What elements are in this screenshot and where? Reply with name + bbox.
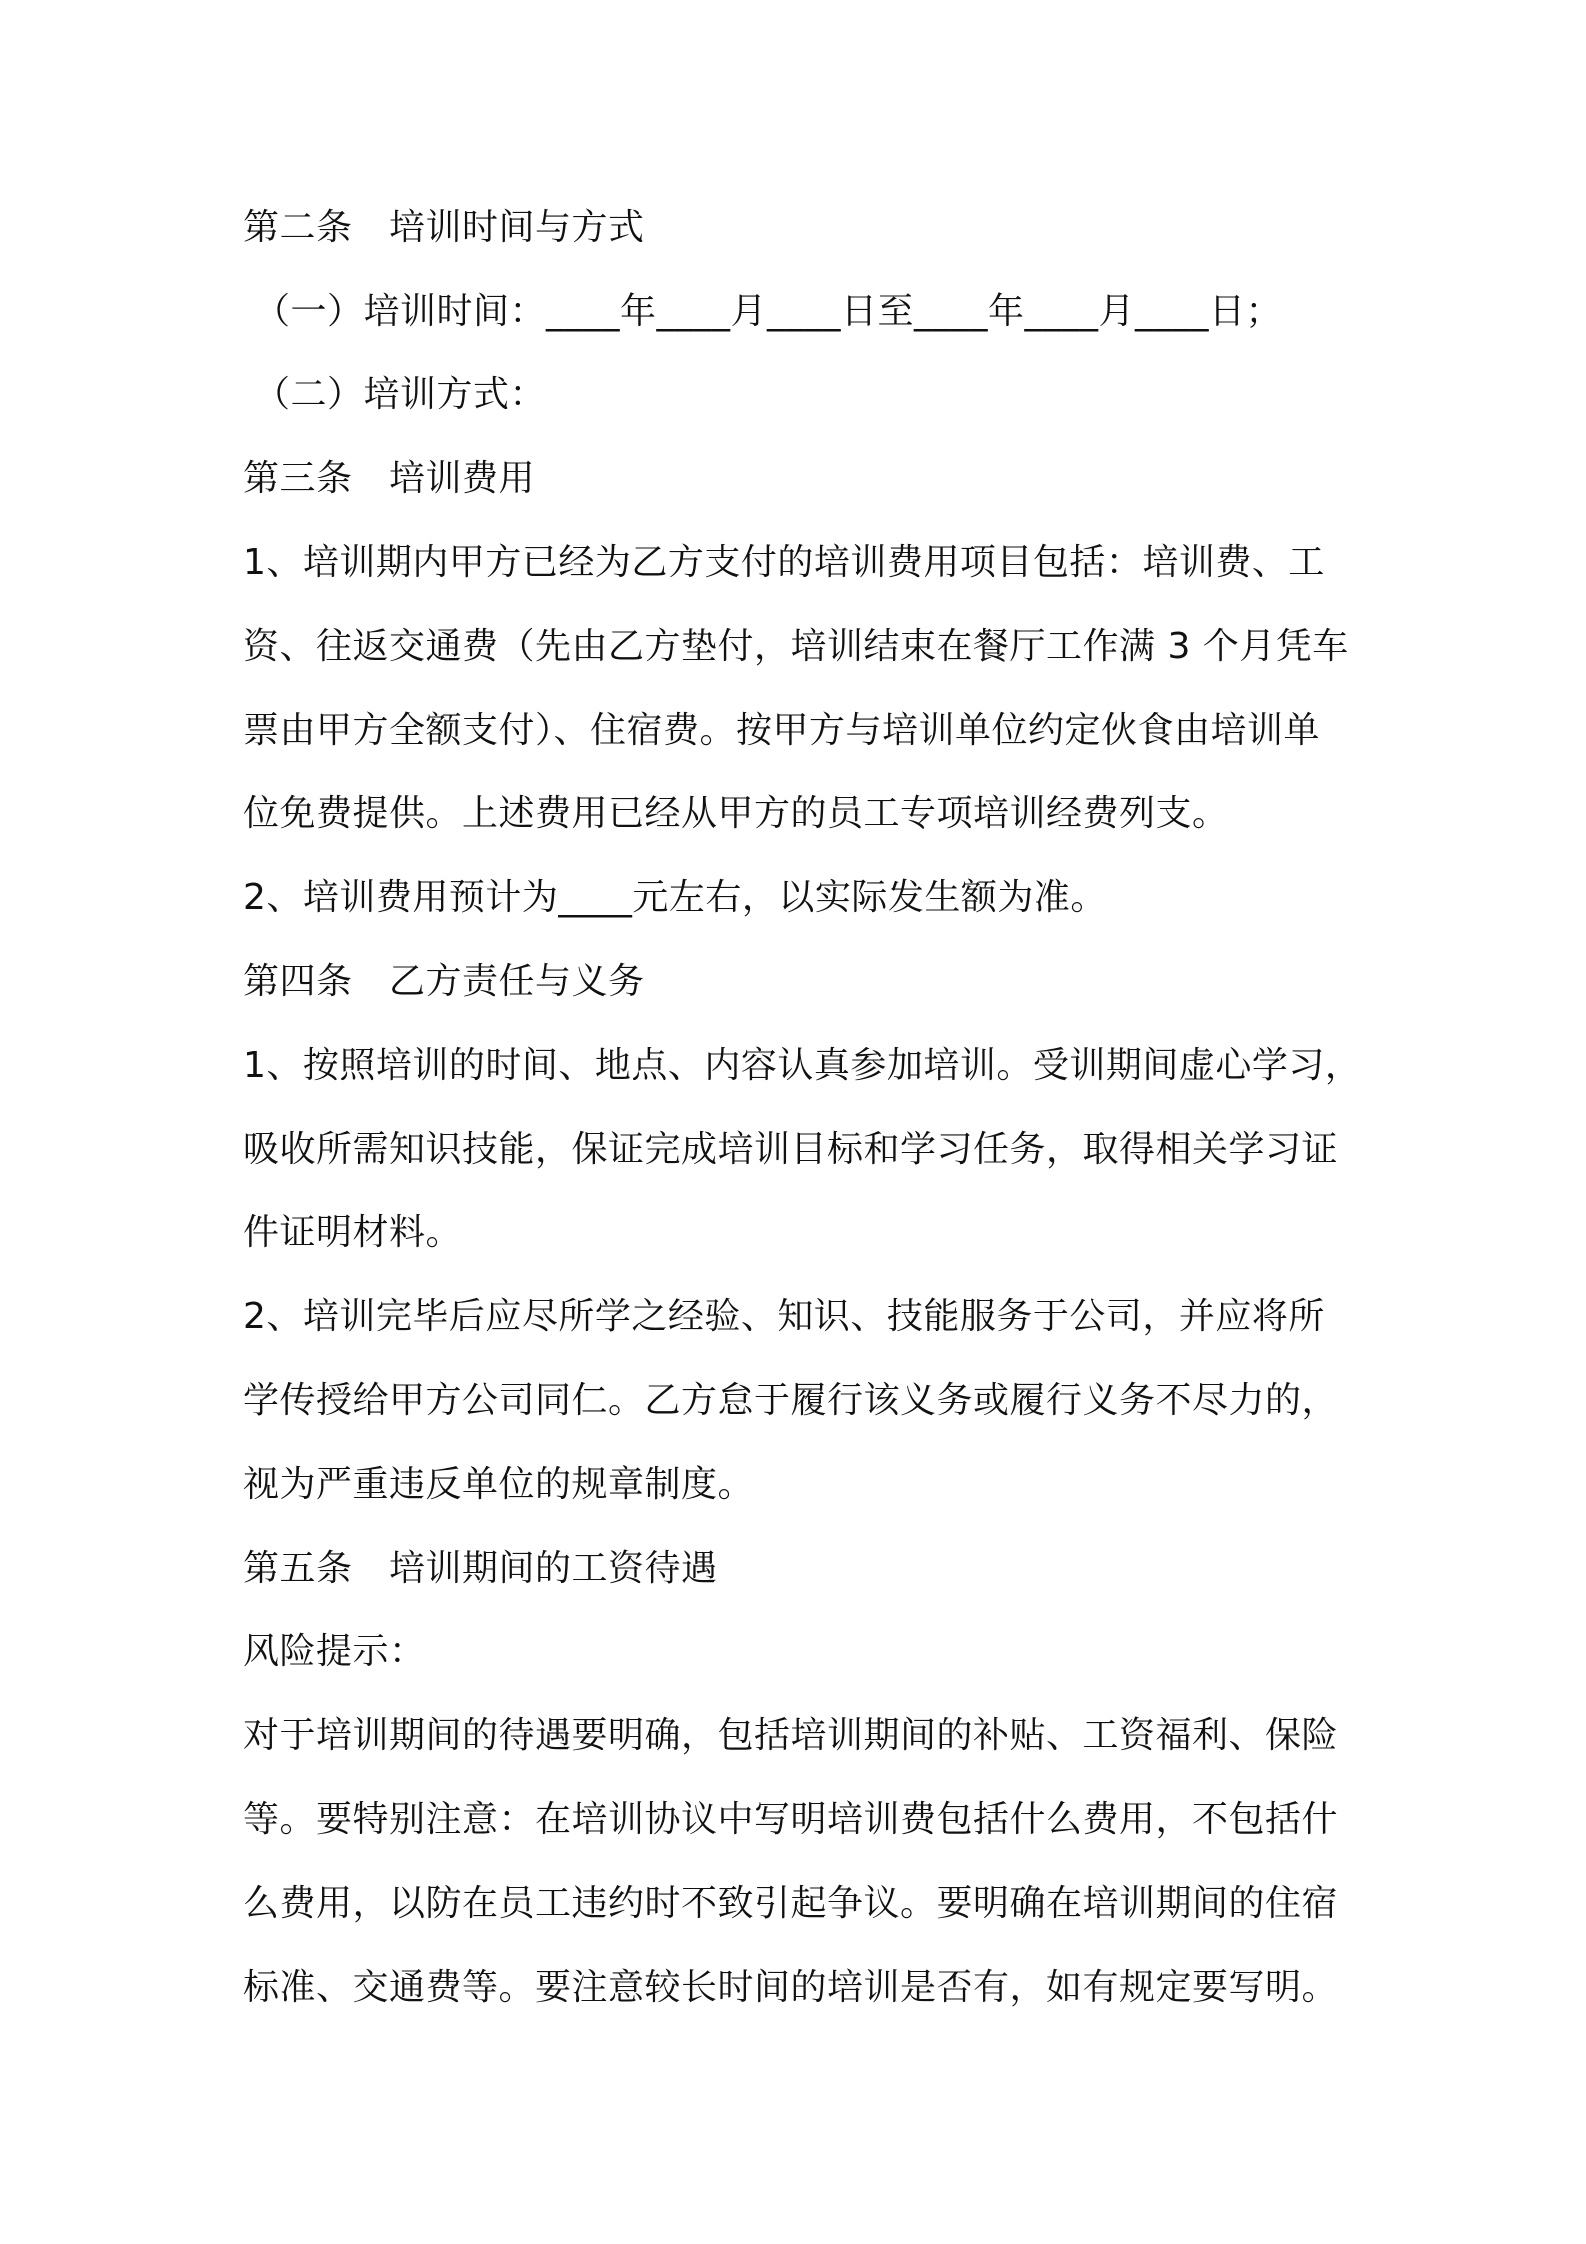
paragraph-line: 件证明材料。 (243, 1212, 463, 1253)
paragraph-line: 视为严重违反单位的规章制度。 (243, 1464, 755, 1505)
paragraph-line: 吸收所需知识技能，保证完成培训目标和学习任务，取得相关学习证 (243, 1129, 1339, 1170)
paragraph-line: 位免费提供。上述费用已经从甲方的员工专项培训经费列支。 (243, 793, 1229, 834)
paragraph-line: 对于培训期间的待遇要明确，包括培训期间的补贴、工资福利、保险 (243, 1715, 1339, 1756)
paragraph-line: 1、按照培训的时间、地点、内容认真参加培训。受训期间虚心学习， (243, 1045, 1362, 1086)
paragraph-line: 等。要特别注意：在培训协议中写明培训费包括什么费用，不包括什 (243, 1799, 1339, 1840)
paragraph-line: 2、培训费用预计为____元左右，以实际发生额为准。 (243, 877, 1107, 918)
paragraph-line: 2、培训完毕后应尽所学之经验、知识、技能服务于公司，并应将所 (243, 1296, 1325, 1337)
heading-article-4: 第四条 乙方责任与义务 (243, 961, 645, 1002)
clause-training-method: （二）培训方式： (254, 374, 547, 415)
paragraph-line: 1、培训期内甲方已经为乙方支付的培训费用项目包括：培训费、工 (243, 542, 1325, 583)
paragraph-line: 学传授给甲方公司同仁。乙方怠于履行该义务或履行义务不尽力的， (243, 1380, 1339, 1421)
clause-training-time: （一）培训时间：____年____月____日至____年____月____日； (254, 291, 1283, 332)
risk-note-label: 风险提示： (243, 1631, 426, 1672)
heading-article-5: 第五条 培训期间的工资待遇 (243, 1548, 718, 1589)
paragraph-line: 票由甲方全额支付）、住宿费。按甲方与培训单位约定伙食由培训单 (243, 710, 1321, 751)
heading-article-3: 第三条 培训费用 (243, 458, 536, 499)
paragraph-line: 资、往返交通费（先由乙方垫付，培训结束在餐厅工作满 3 个月凭车 (243, 626, 1349, 667)
paragraph-line: 标准、交通费等。要注意较长时间的培训是否有，如有规定要写明。 (243, 1967, 1339, 2008)
heading-article-2: 第二条 培训时间与方式 (243, 207, 645, 248)
paragraph-line: 么费用，以防在员工违约时不致引起争议。要明确在培训期间的住宿 (243, 1883, 1339, 1924)
